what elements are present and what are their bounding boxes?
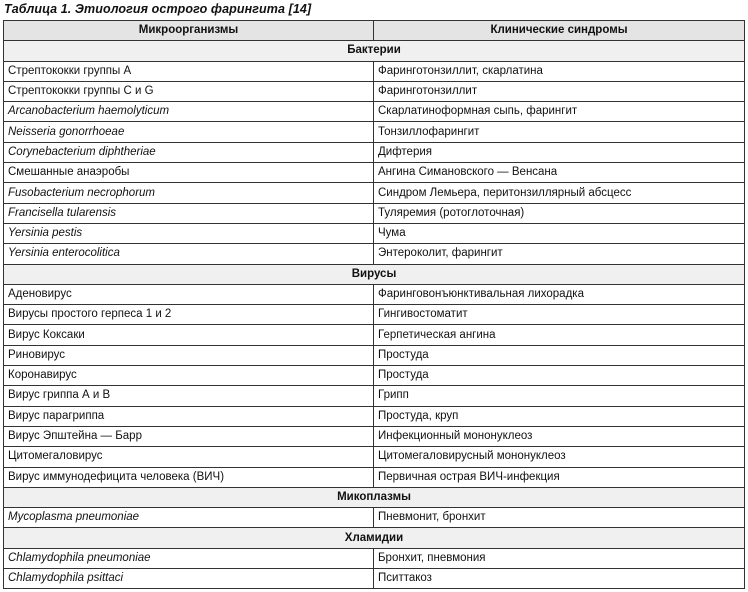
organism-cell: Corynebacterium diphtheriae <box>4 142 374 162</box>
table-caption <box>4 2 311 16</box>
organism-cell: Вирус Коксаки <box>4 325 374 345</box>
header-row <box>4 21 745 41</box>
table-row <box>4 203 745 223</box>
syndrome-cell: Пситтакоз <box>374 569 745 589</box>
syndrome-cell: Чума <box>374 223 745 243</box>
syndrome-cell: Первичная острая ВИЧ-инфекция <box>374 467 745 487</box>
group-heading: Хламидии <box>4 528 745 548</box>
table-row <box>4 325 745 345</box>
organism-cell: Коронавирус <box>4 366 374 386</box>
organism-cell: Стрептококки группы C и G <box>4 81 374 101</box>
syndrome-cell: Фаринготонзиллит, скарлатина <box>374 61 745 81</box>
table-row <box>4 223 745 243</box>
table-row <box>4 61 745 81</box>
syndrome-cell: Простуда, круп <box>374 406 745 426</box>
organism-cell: Цитомегаловирус <box>4 447 374 467</box>
table-row <box>4 447 745 467</box>
group-row <box>4 264 745 284</box>
syndrome-cell: Грипп <box>374 386 745 406</box>
table-row <box>4 163 745 183</box>
header-clinical-syndromes: Клинические синдромы <box>374 21 745 41</box>
organism-cell: Chlamydophila psittaci <box>4 569 374 589</box>
table-row <box>4 183 745 203</box>
syndrome-cell: Гингивостоматит <box>374 305 745 325</box>
syndrome-cell: Простуда <box>374 366 745 386</box>
organism-cell: Francisella tularensis <box>4 203 374 223</box>
group-heading: Бактерии <box>4 41 745 61</box>
table-row <box>4 284 745 304</box>
organism-cell: Yersinia pestis <box>4 223 374 243</box>
syndrome-cell: Синдром Лемьера, перитонзиллярный абсцесс <box>374 183 745 203</box>
syndrome-cell: Пневмонит, бронхит <box>374 508 745 528</box>
table-row <box>4 305 745 325</box>
syndrome-cell: Тонзиллофарингит <box>374 122 745 142</box>
table-row <box>4 142 745 162</box>
table-row <box>4 81 745 101</box>
organism-cell: Arcanobacterium haemolyticum <box>4 102 374 122</box>
table-row <box>4 345 745 365</box>
organism-cell: Смешанные анаэробы <box>4 163 374 183</box>
group-row <box>4 487 745 507</box>
table-row <box>4 102 745 122</box>
organism-cell: Аденовирус <box>4 284 374 304</box>
group-row <box>4 528 745 548</box>
syndrome-cell: Фаринготонзиллит <box>374 81 745 101</box>
table-row <box>4 406 745 426</box>
table-row <box>4 569 745 589</box>
table-row <box>4 548 745 568</box>
syndrome-cell: Энтероколит, фарингит <box>374 244 745 264</box>
syndrome-cell: Простуда <box>374 345 745 365</box>
organism-cell: Вирус парагриппа <box>4 406 374 426</box>
organism-cell: Вирус гриппа А и В <box>4 386 374 406</box>
syndrome-cell: Ангина Симановского — Венсана <box>374 163 745 183</box>
organism-cell: Вирус Эпштейна — Барр <box>4 426 374 446</box>
organism-cell: Стрептококки группы А <box>4 61 374 81</box>
table-row <box>4 467 745 487</box>
syndrome-cell: Дифтерия <box>374 142 745 162</box>
caption-title: Этиология острого фарингита <box>74 2 286 16</box>
table-row <box>4 366 745 386</box>
group-heading: Вирусы <box>4 264 745 284</box>
syndrome-cell: Бронхит, пневмония <box>374 548 745 568</box>
group-row <box>4 41 745 61</box>
organism-cell: Fusobacterium necrophorum <box>4 183 374 203</box>
organism-cell: Mycoplasma pneumoniae <box>4 508 374 528</box>
organism-cell: Риновирус <box>4 345 374 365</box>
organism-cell: Вирусы простого герпеса 1 и 2 <box>4 305 374 325</box>
syndrome-cell: Инфекционный мононуклеоз <box>374 426 745 446</box>
organism-cell: Yersinia enterocolitica <box>4 244 374 264</box>
organism-cell: Neisseria gonorrhoeae <box>4 122 374 142</box>
syndrome-cell: Герпетическая ангина <box>374 325 745 345</box>
caption-label: Таблица 1. <box>4 2 72 16</box>
syndrome-cell: Фаринговонъюнктивальная лихорадка <box>374 284 745 304</box>
organism-cell: Chlamydophila pneumoniae <box>4 548 374 568</box>
syndrome-cell: Скарлатиноформная сыпь, фарингит <box>374 102 745 122</box>
table-row <box>4 244 745 264</box>
table-row <box>4 386 745 406</box>
syndrome-cell: Цитомегаловирусный мононуклеоз <box>374 447 745 467</box>
table-body <box>4 41 745 589</box>
table-row <box>4 426 745 446</box>
table-row <box>4 508 745 528</box>
etiology-table <box>3 20 745 589</box>
organism-cell: Вирус иммунодефицита человека (ВИЧ) <box>4 467 374 487</box>
caption-ref: [14] <box>288 2 312 16</box>
table-row <box>4 122 745 142</box>
header-microorganisms: Микроорганизмы <box>4 21 374 41</box>
group-heading: Микоплазмы <box>4 487 745 507</box>
syndrome-cell: Туляремия (ротоглоточная) <box>374 203 745 223</box>
